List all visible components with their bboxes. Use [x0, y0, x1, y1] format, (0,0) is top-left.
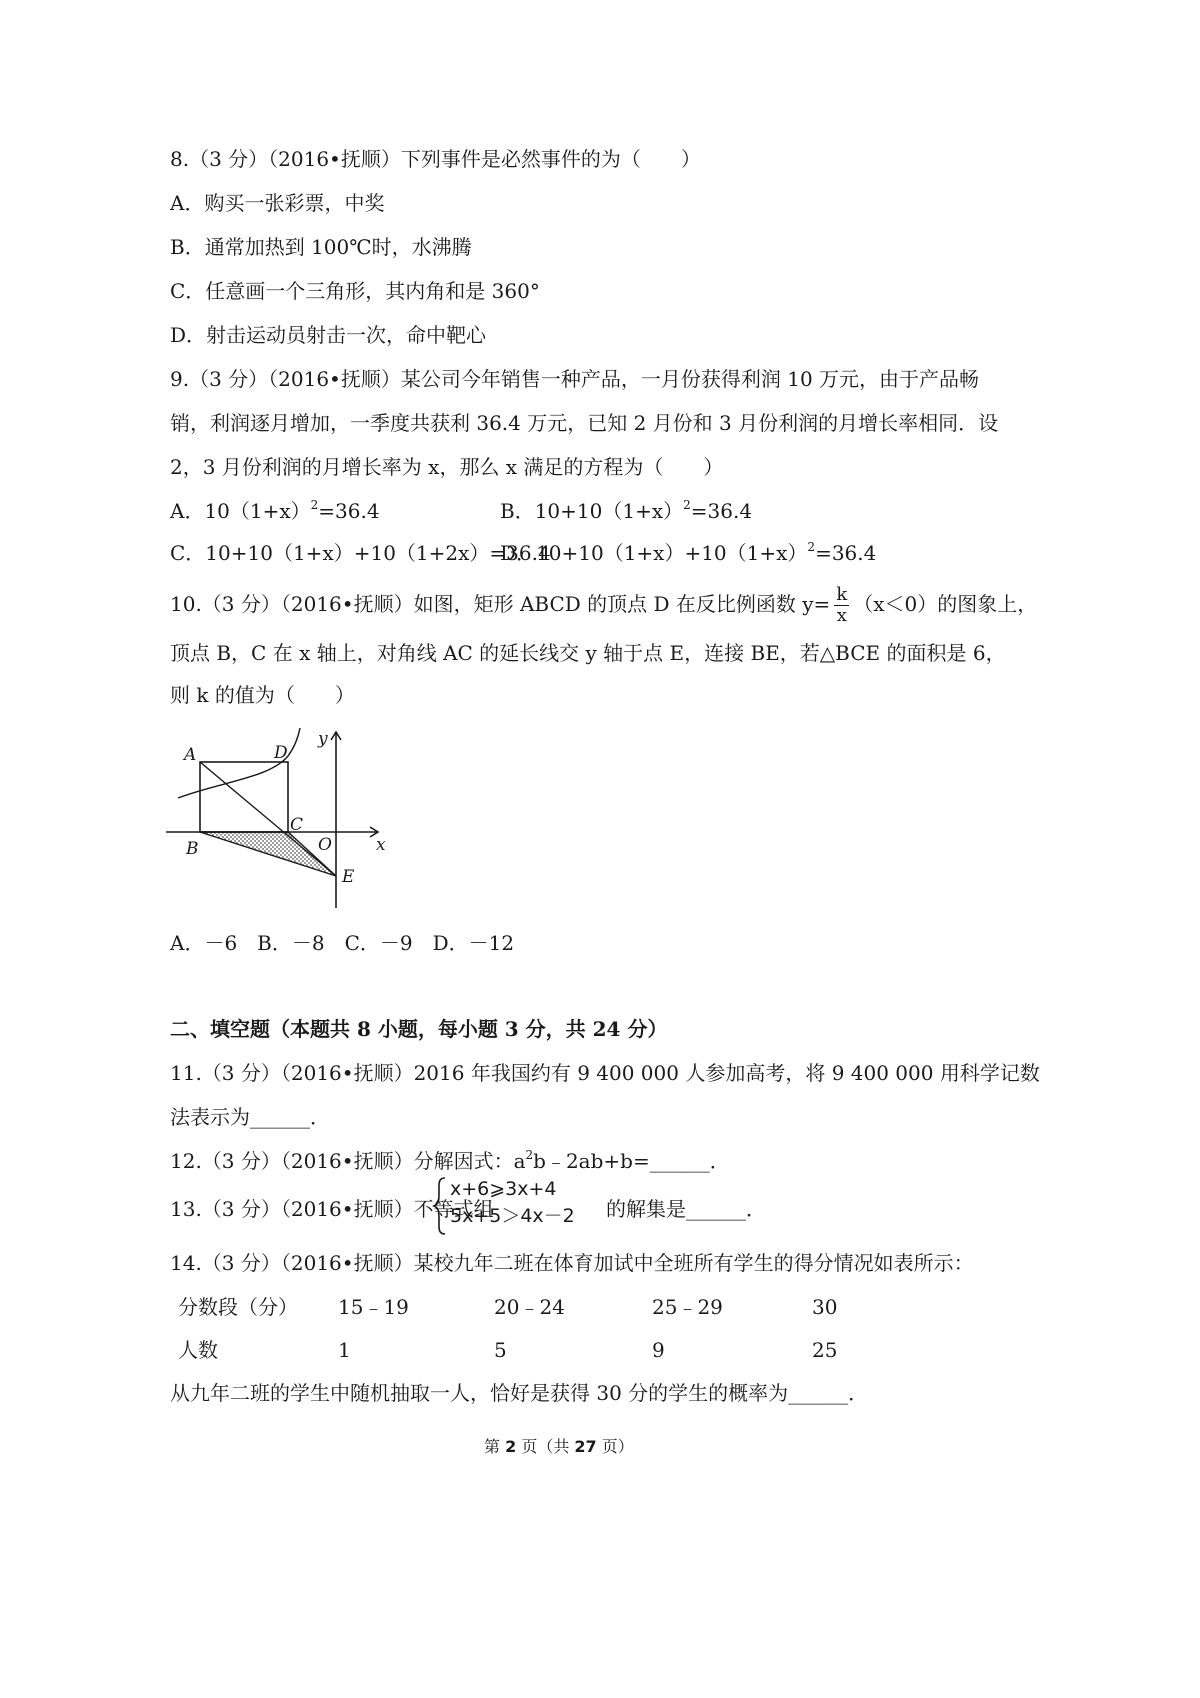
q9-option-a-base: A．10（1+x） — [170, 499, 311, 523]
q8-option-b: B．通常加热到 100℃时，水沸腾 — [170, 235, 472, 259]
section-heading: 二、填空题（本题共 8 小题，每小题 3 分，共 24 分） — [170, 1017, 668, 1041]
label-c: C — [290, 815, 304, 835]
hyperbola-curve — [178, 728, 300, 798]
footer-pre: 第 — [484, 1437, 506, 1456]
q13-pre: 13.（3 分）（2016•抚顺）不等式组 — [170, 1197, 494, 1221]
footer-mid: 页（共 — [516, 1437, 575, 1456]
page-footer — [484, 1434, 634, 1457]
q9-stem-line-1: 9.（3 分）（2016•抚顺）某公司今年销售一种产品，一月份获得利润 10 万元，由于产品畅 — [170, 367, 980, 391]
q10-fraction-numerator: k — [836, 584, 848, 605]
q10-options: A．－6 B．－8 C．－9 D．－12 — [170, 931, 515, 955]
q12-exponent: 2 — [525, 1148, 534, 1162]
q12-pre: 12.（3 分）（2016•抚顺）分解因式：a — [170, 1149, 526, 1173]
q13-inequality-2: 5x+5＞4x－2 — [450, 1205, 575, 1227]
q9-option-d-exponent: 2 — [807, 540, 816, 554]
label-y: y — [318, 729, 328, 749]
q10-stem-line-2: 顶点 B，C 在 x 轴上，对角线 AC 的延长线交 y 轴于点 E，连接 BE，若△BCE 的面积是 6， — [170, 641, 1006, 665]
q9-stem-line-3: 2，3 月份利润的月增长率为 x，那么 x 满足的方程为（ ） — [170, 455, 724, 479]
footer-post: 页） — [596, 1437, 634, 1456]
footer-page-number: 2 — [505, 1437, 517, 1456]
q9-option-b-tail: =36.4 — [690, 499, 753, 523]
label-x: x — [376, 835, 386, 855]
label-o: O — [318, 835, 332, 855]
q10-stem-line-1 — [170, 582, 1037, 626]
q9-option-a-exponent: 2 — [310, 498, 319, 512]
q10-stem-line-3: 则 k 的值为（ ） — [170, 683, 355, 707]
q12-line — [170, 1148, 730, 1174]
label-b: B — [186, 839, 199, 859]
table-cell: 5 — [494, 1338, 507, 1362]
q8-option-c: C．任意画一个三角形，其内角和是 360° — [170, 279, 540, 303]
table-cell: 1 — [338, 1338, 351, 1362]
diagonal-ac-extended — [200, 762, 336, 876]
table-cell: 9 — [652, 1338, 665, 1362]
q9-option-a — [170, 498, 380, 524]
q9-stem-line-2: 销，利润逐月增加，一季度共获利 36.4 万元，已知 2 月份和 3 月份利润的月增长率相同．设 — [170, 411, 999, 435]
label-e: E — [342, 867, 355, 887]
q9-option-d — [500, 540, 876, 566]
q10-stem-pre: 10.（3 分）（2016•抚顺）如图，矩形 ABCD 的顶点 D 在反比例函数 y= — [170, 592, 831, 616]
q8-option-d: D．射击运动员射击一次，命中靶心 — [170, 323, 487, 347]
table-header-cell: 分数段（分） — [178, 1295, 298, 1319]
q14-stem: 14.（3 分）（2016•抚顺）某校九年二班在体育加试中全班所有学生的得分情况如表所示： — [170, 1251, 974, 1275]
q13-inequality-system — [432, 1176, 612, 1236]
q9-option-d-base: D．10+10（1+x）+10（1+x） — [500, 541, 808, 565]
q12-post: b﹣2ab+b=______． — [533, 1149, 730, 1173]
q10-fraction-denominator: x — [836, 605, 847, 626]
q8-option-a: A．购买一张彩票，中奖 — [170, 191, 385, 215]
q9-option-b-base: B．10+10（1+x） — [500, 499, 684, 523]
table-header-cell: 30 — [812, 1295, 838, 1319]
q9-option-b-exponent: 2 — [683, 498, 691, 512]
q9-option-d-tail: =36.4 — [815, 541, 877, 565]
table-header-cell: 15﹣19 — [338, 1295, 409, 1319]
table-cell: 25 — [812, 1338, 838, 1362]
q11-line-2: 法表示为______． — [170, 1105, 330, 1129]
q8-stem: 8.（3 分）（2016•抚顺）下列事件是必然事件的为（ ） — [170, 147, 701, 171]
table-header-cell: 25﹣29 — [652, 1295, 723, 1319]
label-a: A — [184, 745, 197, 765]
q9-option-b — [500, 498, 752, 524]
q10-fraction — [834, 585, 849, 626]
triangle-bce-shaded — [200, 832, 336, 876]
q14-question: 从九年二班的学生中随机抽取一人，恰好是获得 30 分的学生的概率为______． — [170, 1381, 869, 1405]
q13-post: 的解集是______． — [606, 1197, 766, 1221]
label-d: D — [274, 743, 288, 763]
table-header-cell: 20﹣24 — [494, 1295, 565, 1319]
q10-figure — [160, 726, 400, 916]
q13-left-brace — [432, 1176, 448, 1236]
table-cell: 人数 — [178, 1338, 218, 1362]
footer-total-pages: 27 — [574, 1437, 597, 1456]
q9-option-c: C．10+10（1+x）+10（1+2x）=36.4 — [170, 541, 551, 565]
q11-line-1: 11.（3 分）（2016•抚顺）2016 年我国约有 9 400 000 人参加高考，将 9 400 000 用科学记数 — [170, 1061, 1040, 1085]
q9-option-a-tail: =36.4 — [318, 499, 380, 523]
q13-inequality-1: x+6⩾3x+4 — [450, 1178, 557, 1200]
q10-stem-post: （x＜0）的图象上， — [853, 592, 1038, 616]
